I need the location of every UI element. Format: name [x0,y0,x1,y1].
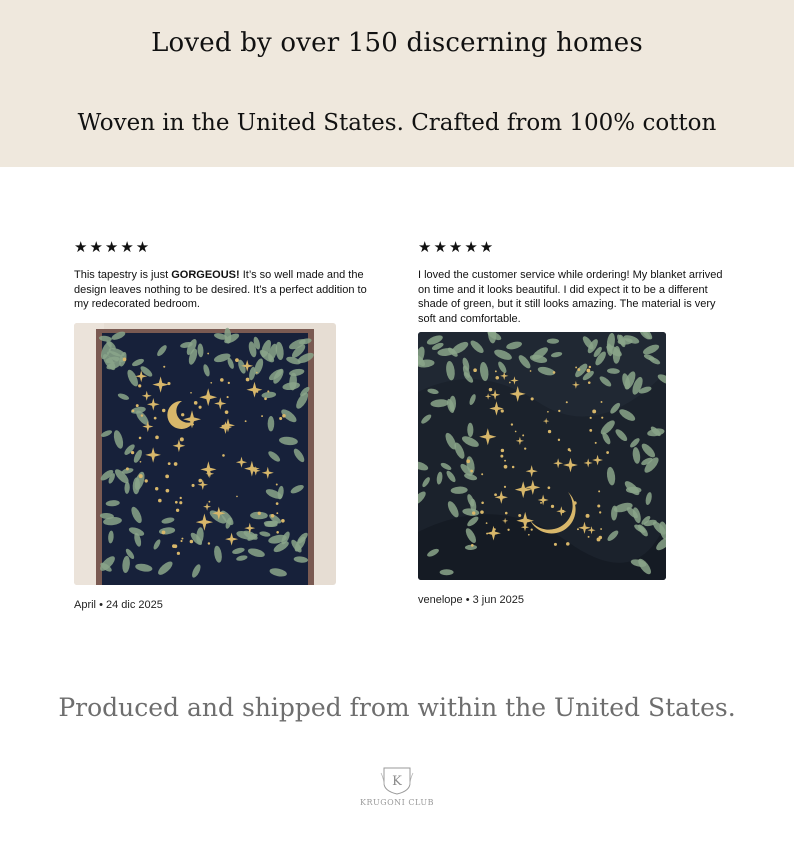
review-author: venelope [418,594,463,606]
review-text: This tapestry is just GORGEOUS! It’s so well made and the design leaves nothing to be desired. It’s a perfect addition to my redecorated bedroom. [74,269,367,310]
shipping-tagline: Produced and shipped from within the United States. [58,693,736,722]
brand-name: KRUGONI CLUB [359,798,434,807]
monogram-text: K [392,774,402,789]
review-meta: venelope • 3 jun 2025 [418,594,525,606]
review-date: 24 dic 2025 [105,599,163,611]
review-card [74,239,384,611]
review-text-emphasis: GORGEOUS! [171,269,240,281]
star-rating: ★★★★★ [418,239,496,256]
review-meta: April • 24 dic 2025 [74,599,163,611]
review-card [418,239,728,606]
hero-title: Loved by over 150 discerning homes [151,28,643,58]
hero-banner [0,0,794,167]
crest-icon [380,765,414,795]
brand-logo[interactable] [357,765,437,807]
review-author: April [74,599,97,611]
review-photo[interactable] [74,323,336,585]
star-rating: ★★★★★ [74,239,152,256]
review-date: 3 jun 2025 [472,594,525,606]
review-text: I loved the customer service while ordering! My blanket arrived on time and it looks beautiful. I did expect it to be a different shade of green, but it still looks amazing. The material is very soft and comfortable. [418,269,723,325]
review-photo[interactable] [418,332,666,580]
hero-subtitle: Woven in the United States. Crafted from 100% cotton [77,110,717,136]
blanket-photo [418,332,666,580]
tapestry-photo [74,323,336,585]
